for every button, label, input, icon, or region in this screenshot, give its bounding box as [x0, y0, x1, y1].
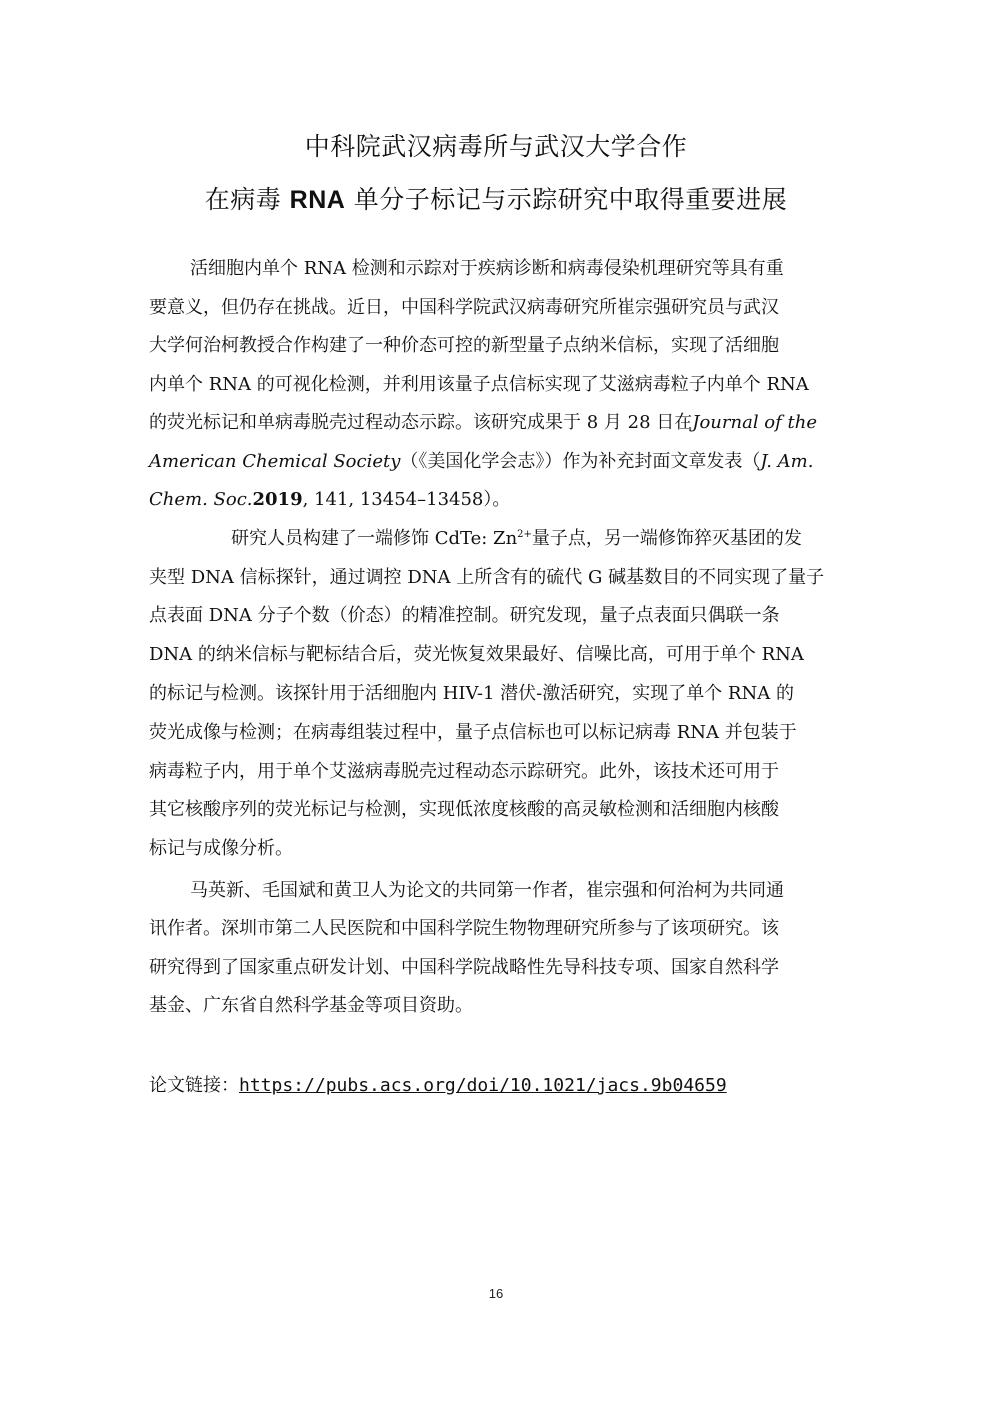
article-title-line-1 [0, 127, 992, 163]
para1-line: 大学何治柯教授合作构建了一种价态可控的新型量子点纳米信标，实现了活细胞 [149, 335, 779, 356]
para2-line: 标记与成像分析。 [149, 838, 293, 859]
para3-line: 基金、广东省自然科学基金等项目资助。 [149, 995, 473, 1016]
journal-name-part2: American Chemical Society [149, 451, 401, 472]
para1-line: 内单个 RNA 的可视化检测，并利用该量子点信标实现了艾滋病毒粒子内单个 RNA [149, 374, 809, 395]
para1-line: 要意义，但仍存在挑战。近日，中国科学院武汉病毒研究所崔宗强研究员与武汉 [149, 297, 779, 318]
title-line2-bold: RNA [289, 186, 346, 214]
title-line1-text: 中科院武汉病毒所与武汉大学合作 [304, 132, 688, 161]
para1-line5-pre: 的荧光标记和单病毒脱壳过程动态示踪。该研究成果于 8 月 28 日在 [149, 412, 693, 433]
para2-line: 的标记与检测。该探针用于活细胞内 HIV-1 潜伏-激活研究，实现了单个 RNA 的 [149, 683, 794, 704]
para2-line: DNA 的纳米信标与靶标结合后，荧光恢复效果最好、信噪比高，可用于单个 RNA [149, 644, 804, 665]
para2-line: 荧光成像与检测；在病毒组装过程中，量子点信标也可以标记病毒 RNA 并包装于 [149, 722, 797, 743]
title-line2-post: 单分子标记与示踪研究中取得重要进展 [345, 185, 788, 214]
title-line2-pre: 在病毒 [204, 185, 290, 214]
para1-line [149, 408, 817, 434]
para3-line: 马英新、毛国斌和黄卫人为论文的共同第一作者，崔宗强和何治柯为共同通 [190, 880, 784, 901]
paper-doi-link[interactable]: https://pubs.acs.org/doi/10.1021/jacs.9b04659 [239, 1075, 727, 1096]
para2-line: 点表面 DNA 分子个数（价态）的精准控制。研究发现，量子点表面只偶联一条 [149, 605, 780, 626]
citation-volume-pages: , 141, 13454–13458）。 [302, 489, 511, 510]
para1-line [149, 485, 510, 511]
para2-line1-post: 量子点，另一端修饰猝灭基团的发 [531, 528, 802, 549]
journal-name-part1: Journal of the [692, 412, 818, 433]
citation-journal-abbrev: J. Am. [760, 451, 814, 472]
para2-line1-pre: 研究人员构建了一端修饰 CdTe: Zn [231, 528, 518, 549]
para2-line: 病毒粒子内，用于单个艾滋病毒脱壳过程动态示踪研究。此外，该技术还可用于 [149, 761, 779, 782]
para2-line: 夹型 DNA 信标探针，通过调控 DNA 上所含有的硫代 G 碱基数目的不同实现了量子 [149, 567, 825, 588]
para2-line [231, 524, 802, 550]
citation-year: 2019 [252, 489, 303, 510]
para3-line: 研究得到了国家重点研发计划、中国科学院战略性先导科技专项、国家自然科学 [149, 957, 779, 978]
article-title-line-2 [0, 180, 992, 216]
paper-link-row [149, 1071, 727, 1097]
page-number: 16 [488, 1286, 504, 1301]
para3-line: 讯作者。深圳市第二人民医院和中国科学院生物物理研究所参与了该项研究。该 [149, 918, 779, 939]
ion-charge-superscript: 2+ [517, 529, 532, 540]
paper-link-label: 论文链接： [149, 1075, 239, 1096]
para1-line6-mid: （《美国化学会志》）作为补充封面文章发表（ [400, 451, 761, 472]
para1-line [149, 447, 813, 473]
para1-line: 活细胞内单个 RNA 检测和示踪对于疾病诊断和病毒侵染机理研究等具有重 [190, 258, 784, 279]
para2-line: 其它核酸序列的荧光标记与检测，实现低浓度核酸的高灵敏检测和活细胞内核酸 [149, 799, 779, 820]
citation-journal-abbrev-2: Chem. Soc. [149, 489, 253, 510]
